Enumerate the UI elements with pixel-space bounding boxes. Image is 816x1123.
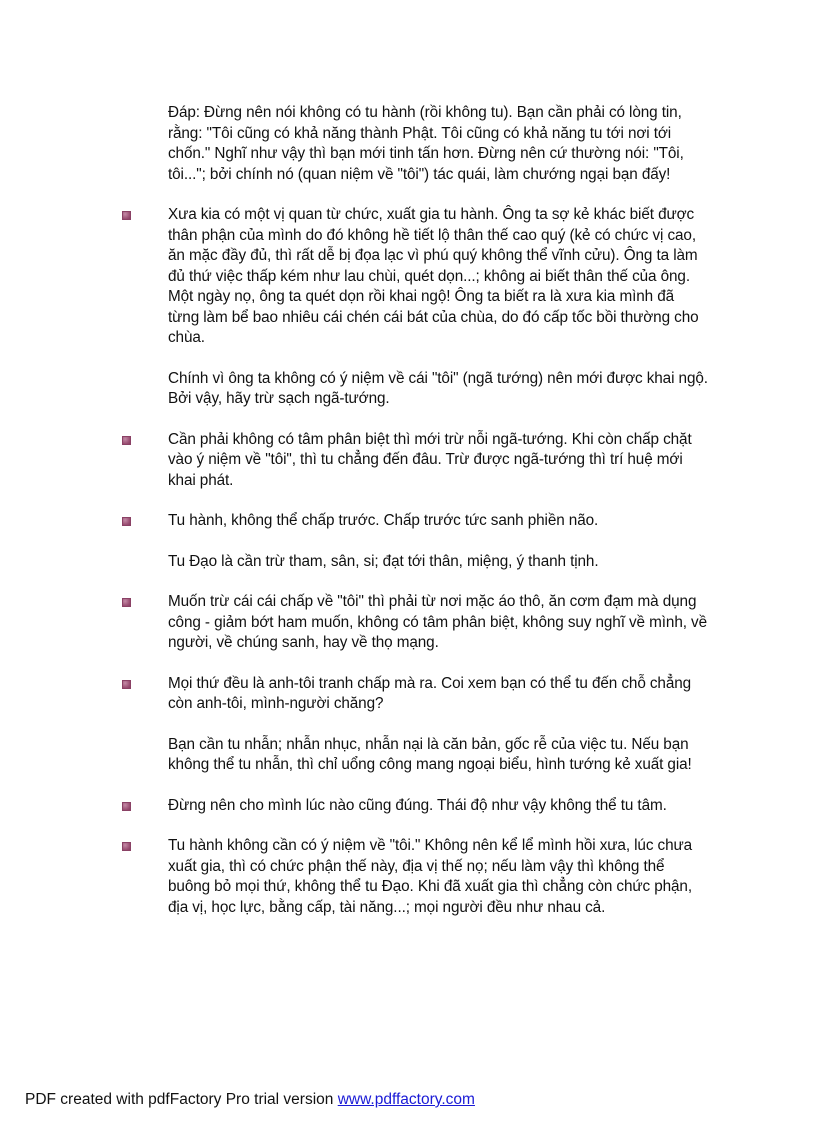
paragraph-0 (168, 103, 708, 185)
bullet-paragraph-6 (168, 592, 708, 654)
paragraph-text: Chính vì ông ta không có ý niệm về cái "tôi" (ngã tướng) nên mới được khai ngộ. Bởi vậy, hãy trừ sạch ngã-tướng. (168, 369, 708, 407)
bullet-icon (122, 211, 131, 220)
bullet-icon (122, 517, 131, 526)
paragraph-text: Mọi thứ đều là anh-tôi tranh chấp mà ra. Coi xem bạn có thể tu đến chỗ chẳng còn anh-tôi, mình-người chăng? (168, 674, 692, 712)
paragraph-8 (168, 735, 708, 776)
paragraph-text: Cần phải không có tâm phân biệt thì mới trừ nỗi ngã-tướng. Khi còn chấp chặt vào ý niệm về "tôi", thì tu chẳng đến đâu. Trừ được ngã-tướng thì trí huệ mới khai phát. (168, 430, 692, 489)
bullet-icon (122, 802, 131, 811)
pdffactory-link[interactable]: www.pdffactory.com (337, 1091, 475, 1108)
paragraph-text: Đừng nên cho mình lúc nào cũng đúng. Thái độ như vậy không thể tu tâm. (168, 796, 667, 814)
bullet-icon (122, 680, 131, 689)
document-body (168, 103, 708, 938)
bullet-paragraph-7 (168, 674, 708, 715)
paragraph-text: Muốn trừ cái cái chấp về "tôi" thì phải từ nơi mặc áo thô, ăn cơm đạm mà dụng công - giảm bớt ham muốn, không có tâm phân biệt, không suy nghĩ về mình, về người, về chúng sanh, hay về thọ mạng. (168, 593, 707, 651)
paragraph-text: Bạn cần tu nhẫn; nhẫn nhục, nhẫn nại là căn bản, gốc rễ của việc tu. Nếu bạn không thể tu nhẫn, thì chỉ uổng công mang ngoại biểu, hình tướng kẻ xuất gia! (168, 735, 692, 773)
bullet-paragraph-9 (168, 796, 708, 817)
paragraph-text: Tu hành, không thể chấp trước. Chấp trước tức sanh phiền não. (168, 512, 599, 529)
bullet-paragraph-1 (168, 205, 708, 349)
paragraph-2 (168, 369, 708, 410)
paragraph-text: Tu Đạo là cần trừ tham, sân, si; đạt tới thân, miệng, ý thanh tịnh. (168, 552, 599, 570)
bullet-icon (122, 598, 131, 607)
bullet-paragraph-10 (168, 836, 708, 918)
pdf-footer (25, 1091, 475, 1109)
paragraph-5 (168, 552, 708, 573)
bullet-paragraph-4 (168, 511, 708, 532)
bullet-icon (122, 436, 131, 445)
bullet-icon (122, 842, 131, 851)
bullet-paragraph-3 (168, 430, 708, 492)
paragraph-text: Tu hành không cần có ý niệm về "tôi." Không nên kể lể mình hồi xưa, lúc chưa xuất gia, thì có chức phận thế này, địa vị thế nọ; nếu làm vậy thì không thể buông bỏ mọi thứ, không thể tu Đạo. Khi đã xuất gia thì chẳng còn chức phận, địa vị, học lực, bằng cấp, tài năng...; mọi người đều như nhau cả. (168, 837, 693, 916)
footer-text: PDF created with pdfFactory Pro trial version (25, 1091, 338, 1108)
paragraph-text: Đáp: Đừng nên nói không có tu hành (rồi không tu). Bạn cần phải có lòng tin, rằng: "Tôi cũng có khả năng thành Phật. Tôi cũng có khả năng tu tới nơi tới chốn." Nghĩ như vậy thì bạn mới tinh tấn hơn. Đừng nên cứ thường nói: "Tôi, tôi..."; bởi chính nó (quan niệm về "tôi") tác quái, làm chướng ngại bạn đấy! (168, 104, 684, 183)
paragraph-text: Xưa kia có một vị quan từ chức, xuất gia tu hành. Ông ta sợ kẻ khác biết được thân phận của mình do đó không hề tiết lộ thân thế cao quý (kẻ có chức vị cao, ăn mặc đầy đủ, thì rất dễ bị đọa lạc vì phú quý không thể vĩnh cửu). Ông ta làm đủ thứ việc thấp kém như lau chùi, quét dọn...; không ai biết thân thế của ông. Một ngày nọ, ông ta quét dọn rồi khai ngộ! Ông ta biết ra là xưa kia mình đã từng làm bể bao nhiêu cái chén cái bát của chùa, do đó cấp tốc bồi thường cho chùa. (168, 206, 699, 346)
